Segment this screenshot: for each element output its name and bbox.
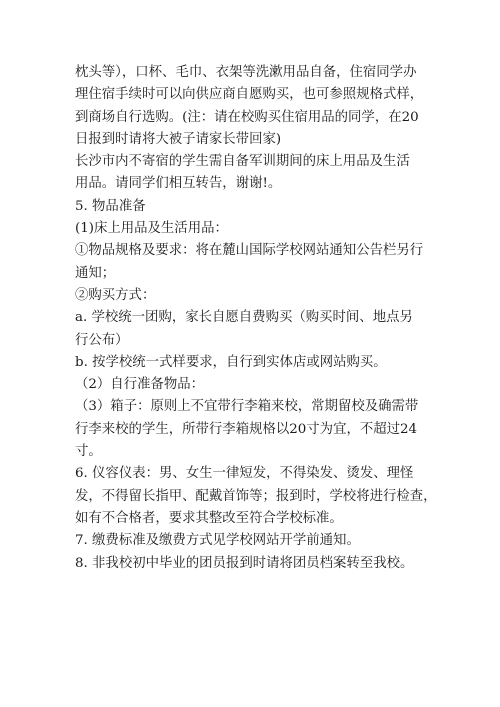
text-line: 长沙市内不寄宿的学生需自备军训期间的床上用品及生活 bbox=[75, 154, 410, 170]
subsection-heading: （2）自行准备物品： bbox=[75, 377, 205, 393]
text-line: b. 按学校统一式样要求，自行到实体店或网站购买。 bbox=[75, 354, 387, 370]
text-line: 如有不合格者，要求其整改至符合学校标准。 bbox=[75, 510, 343, 526]
section-heading: 5. 物品准备 bbox=[75, 198, 146, 214]
text-line: 寸。 bbox=[75, 444, 102, 460]
subsection-heading: (1)床上用品及生活用品： bbox=[75, 221, 228, 237]
document-body bbox=[75, 62, 435, 575]
text-line: 8. 非我校初中毕业的团员报到时请将团员档案转至我校。 bbox=[75, 555, 414, 571]
text-line: 7. 缴费标准及缴费方式见学校网站开学前通知。 bbox=[75, 533, 360, 549]
text-line: 日报到时请将大被子请家长带回家) bbox=[75, 131, 282, 147]
text-line: ①物品规格及要求：将在麓山国际学校网站通知公告栏另行 bbox=[75, 243, 424, 259]
text-line: 用品。请同学们相互转告，谢谢!。 bbox=[75, 176, 282, 192]
text-line: 行李来校的学生，所带行李箱规格以20寸为宜，不超过24 bbox=[75, 421, 418, 437]
text-line: 6. 仪容仪表：男、女生一律短发，不得染发、烫发、理怪 bbox=[75, 466, 414, 482]
text-line: （3）箱子：原则上不宜带行李箱来校，常期留校及确需带 bbox=[75, 399, 419, 415]
text-line: 理住宿手续时可以向供应商自愿购买，也可参照规格式样， bbox=[75, 87, 424, 103]
text-line: 到商场自行选购。(注：请在校购买住宿用品的同学，在20 bbox=[75, 109, 419, 125]
text-line: 发，不得留长指甲、配戴首饰等；报到时，学校将进行检查， bbox=[75, 488, 437, 504]
text-line: 枕头等），口杯、毛巾、衣架等洗漱用品自备，住宿同学办 bbox=[75, 65, 417, 80]
text-line: 通知； bbox=[75, 265, 116, 281]
text-line: a. 学校统一团购，家长自愿自费购买（购买时间、地点另 bbox=[75, 310, 413, 326]
text-line: 行公布） bbox=[75, 332, 129, 348]
text-line: ②购买方式： bbox=[75, 287, 156, 303]
